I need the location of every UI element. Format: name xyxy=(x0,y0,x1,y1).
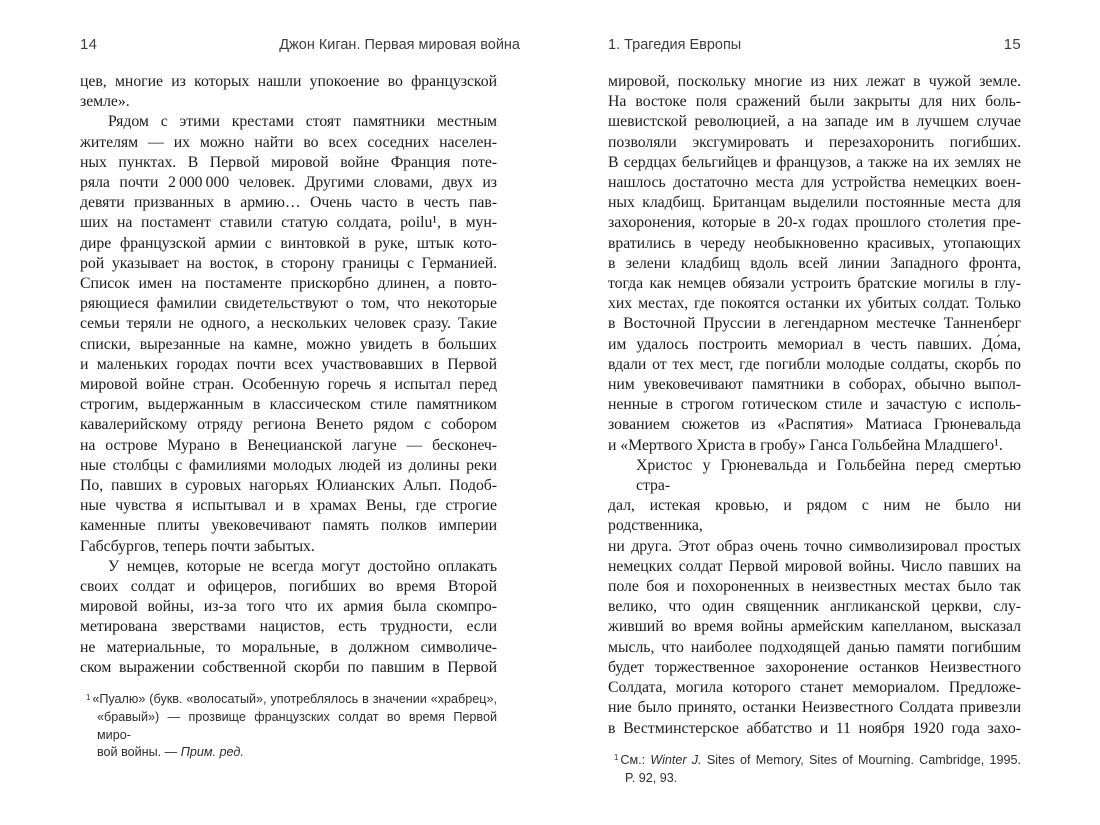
running-title-right: 1. Трагедия Европы xyxy=(608,37,742,53)
body-text-line: дире французской армии с винтовкой в руке, штык кото- xyxy=(80,234,497,252)
body-text-line: захоронения, которые в 20-х годах прошлого столетия пре- xyxy=(608,214,1021,232)
body-text-line: списки, вырезанные на камне, можно увидеть в больших xyxy=(80,335,497,353)
body-text-line: немецких солдат Первой мировой войны. Число павших на xyxy=(608,557,1021,575)
body-text-line: хих местах, где покоятся останки их убитых солдат. Только xyxy=(608,295,1021,313)
body-text-line: в зелени кладбищ вдоль всей линии Западного фронта, xyxy=(608,254,1021,272)
body-text-line: дал, истекая кровью, и рядом с ним не было ни родственника, xyxy=(608,497,1021,535)
body-text-line: мысль, что наиболее подходящей данью памяти погибшим xyxy=(608,638,1021,656)
body-text-line: Список имен на постаменте прискорбно длинен, а повто- xyxy=(80,275,497,293)
footnote-left xyxy=(80,691,497,761)
page-header-left xyxy=(80,36,520,53)
page-number-left: 14 xyxy=(80,36,98,53)
footnote-line: «бравый») — прозвище французских солдат во время Первой миро- xyxy=(97,710,497,742)
running-title-left: Джон Киган. Первая мировая война xyxy=(279,37,520,53)
body-text-line: ни друга. Этот образ очень точно символизировал простых xyxy=(608,537,1021,555)
body-text-line: строгим, выдержанным в классическом стиле памятником xyxy=(80,396,497,414)
body-text-line: метирована зверствами нацистов, есть трудности, если xyxy=(80,618,497,636)
body-text-line: им удалось построить мемориал в честь павших. До́ма, xyxy=(608,335,1021,353)
footnote-line: $^1$ «Пуалю» (букв. «волосатый», употреблялось в значении «храбрец», xyxy=(86,692,497,707)
body-text-line: ные столбцы с фамилиями молодых людей из долины реки xyxy=(80,456,497,474)
body-text-line: зованием сюжетов из «Распятия» Матиаса Грюневальда xyxy=(608,416,1021,434)
body-text-line: мировой войне стран. Особенную горечь я испытал перед xyxy=(80,376,497,394)
body-text-line: на острове Мурано в Венецианской лагуне — бесконеч- xyxy=(80,436,497,454)
page-right xyxy=(608,72,1021,787)
body-text-line: На востоке поля сражений были закрыты для них боль- xyxy=(608,93,1021,111)
body-text-line: рой указывает на восток, в сторону границы с Германией. xyxy=(80,254,497,272)
body-text-line: живший во время войны армейским капелланом, высказал xyxy=(608,618,1021,636)
body-text-line: поле боя и похороненных в неизвестных местах было так xyxy=(608,578,1021,596)
body-text-line: и маленьких городах почти всех участвовавших в Первой xyxy=(80,355,497,373)
body-text-line: Солдата, могила которого станет мемориалом. Предложе- xyxy=(608,679,1021,697)
footnote-line: $^1$ См.: Winter J. Sites of Memory, Sites of Mourning. Cambridge, 1995. xyxy=(614,752,1021,767)
body-text-line: ском выражении собственной скорби по павшим в Первой xyxy=(80,658,497,676)
page-header-right xyxy=(608,36,1021,53)
body-text-line: ных пунктах. В Первой мировой войне Франция поте- xyxy=(80,153,497,171)
body-text-line: ряла почти 2 000 000 человек. Другими словами, двух из xyxy=(80,174,497,192)
body-text-line: в Восточной Пруссии в легендарном местечке Танненберг xyxy=(608,315,1021,333)
body-text-line: шевистской революцией, а на западе им в лучшем случае xyxy=(608,113,1021,131)
body-text-line: мировой, поскольку многие из них лежат в чужой земле. xyxy=(608,73,1021,90)
body-text-line: ших на постамент ставили статую солдата, poilu¹, в мун- xyxy=(80,214,497,232)
body-text-line: позволяли эксгумировать и перезахоронить погибших. xyxy=(608,133,1021,151)
main-text-right xyxy=(608,72,1021,739)
body-text-line: ряющиеся фамилии свидетельствуют о том, что некоторые xyxy=(80,295,497,313)
body-text-line: будет торжественное захоронение останков Неизвестного xyxy=(608,658,1021,676)
body-text-line: и «Мертвого Христа в гробу» Ганса Гольбейна Младшего¹. xyxy=(608,436,1003,454)
body-text-line: Христос у Грюневальда и Гольбейна перед смертью стра- xyxy=(636,456,1021,495)
body-text-line: ненные в строгом готическом стиле и зачастую с исполь- xyxy=(608,396,1021,414)
body-text-line: вдали от тех мест, где погибли молодые солдаты, скорбь по xyxy=(608,355,1021,373)
main-text-left xyxy=(80,72,497,678)
body-text-line: ние было принято, останки Неизвестного Солдата привезли xyxy=(608,699,1021,717)
body-text-line: ных кладбищ. Британцам выделили постоянные места для xyxy=(608,194,1021,212)
body-text-line: кавалерийскому отряду региона Венето рядом с собором xyxy=(80,416,497,434)
page-number-right: 15 xyxy=(1003,36,1021,53)
body-text-line: По, павших в суровых нагорьях Юлианских Альп. Подоб- xyxy=(80,477,497,495)
body-text-line: вратились в череду необыкновенно красивых, утопающих xyxy=(608,234,1021,252)
body-text-line: семьи теряли не одного, а нескольких человек сразу. Такие xyxy=(80,315,497,333)
body-text-line: в Вестминстерское аббатство и 11 ноября 1920 года захо- xyxy=(608,719,1021,737)
body-text-line: не материальные, то моральные, в должном символиче- xyxy=(80,638,497,656)
body-text-line: цев, многие из которых нашли упокоение во французской xyxy=(80,73,497,90)
body-text-line: тогда как немцев обязали устроить братские могилы в глу- xyxy=(608,275,1021,293)
page-left xyxy=(80,72,497,761)
body-text-line: нашлось достаточно места для устройства немецких воен- xyxy=(608,174,1021,192)
footnote-right xyxy=(608,752,1021,787)
footnote-line: вой войны. — Прим. ред. xyxy=(97,744,244,759)
body-text-line: жителям — их можно найти во всех соседних населен- xyxy=(80,133,497,151)
body-text-line: В сердцах бельгийцев и французов, а также на их землях не xyxy=(608,153,1021,171)
body-text-line: девяти призванных в армию… Очень часто в честь пав- xyxy=(80,194,497,212)
body-text-line: каменные плиты увековечивают память полков империи xyxy=(80,517,497,535)
body-text-line: Рядом с этими крестами стоят памятники местным xyxy=(108,113,497,131)
body-text-line: мировой войны, из-за того что их армия была скомпро- xyxy=(80,598,497,616)
body-text-line: земле». xyxy=(80,93,130,111)
body-text-line: велико, что один священник англиканской церкви, слу- xyxy=(608,598,1021,616)
body-text-line: ним увековечивают памятники в соборах, обычно выпол- xyxy=(608,376,1021,394)
body-text-line: У немцев, которые не всегда могут достойно оплакать xyxy=(108,557,497,575)
body-text-line: своих солдат и офицеров, погибших во время Второй xyxy=(80,578,497,596)
body-text-line: ные чувства я испытывал и в храмах Вены, где строгие xyxy=(80,497,497,515)
footnote-line: P. 92, 93. xyxy=(625,770,678,785)
body-text-line: Габсбургов, теперь почти забытых. xyxy=(80,537,315,555)
